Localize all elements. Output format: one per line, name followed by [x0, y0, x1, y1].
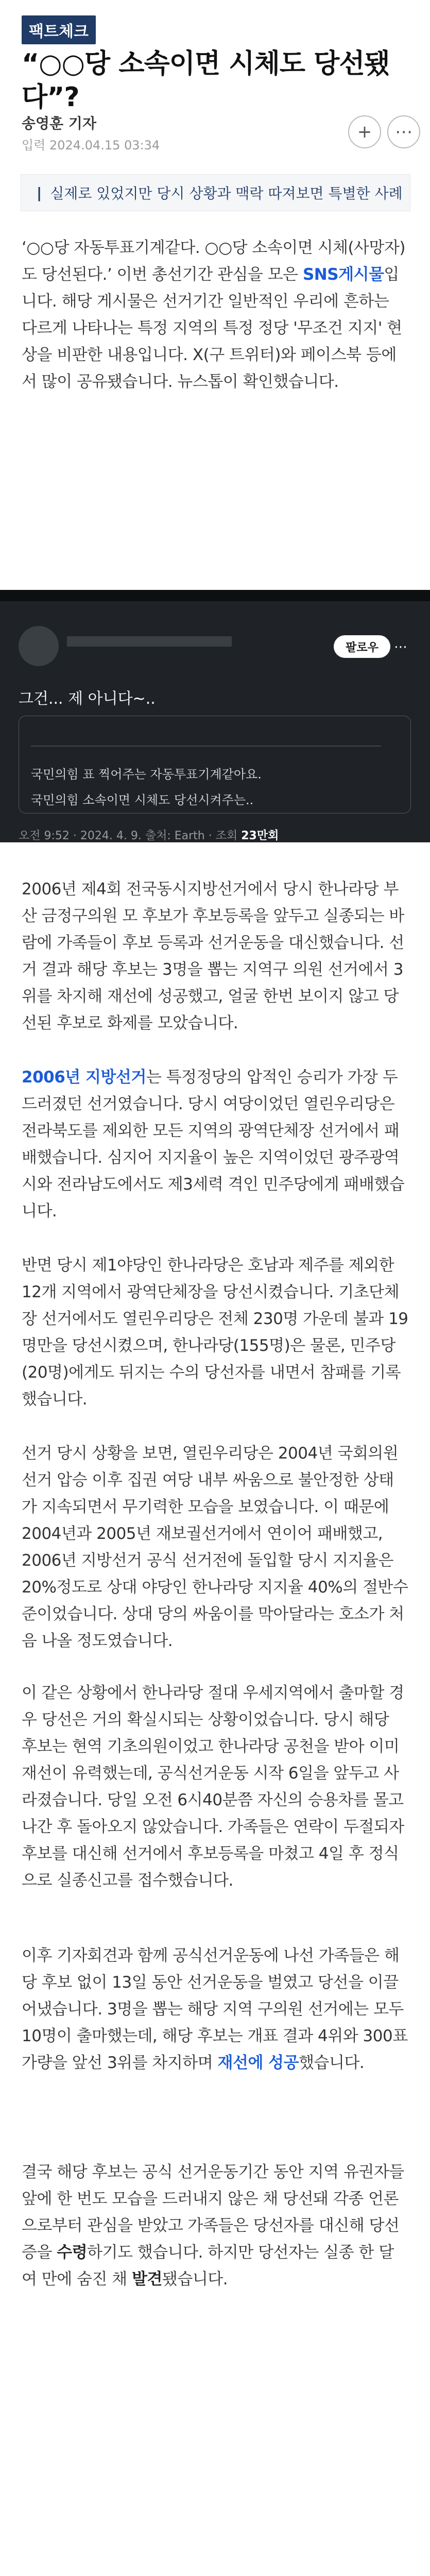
summary-text: 실제로 있었지만 당시 상황과 맥락 따져보면 특별한 사례 — [50, 185, 403, 202]
emphasis-text: 발견 — [132, 2270, 162, 2289]
plus-icon[interactable]: + — [348, 115, 381, 148]
emphasis-text[interactable]: SNS게시물 — [302, 265, 384, 284]
paragraph: 선거 당시 상황을 보면, 열린우리당은 2004년 국회의원 선거 압승 이후 집권 여당 내부 싸움으로 불안정한 상태가 지속되면서 무기력한 모습을 보였습니다. 이 때문에 2004년과 2005년 재보궐선거에서 연이어 패배했고, 2006년 지방선거 공식 선거전에 돌입할 당시 지지율은 20%정도로 상대 야당인 한나라당 지지율 40%의 절반수준이었습니다. 상대 당의 싸움이를 막아달라는 호소가 처음 나올 정도였습니다. — [22, 1444, 408, 1650]
quote-line: 국민의힘 표 찍어주는 자동투표기계같아요. — [31, 767, 262, 782]
article-title: “○○당 소속이면 시체도 당선됐다”? — [22, 48, 390, 113]
paragraph: 이후 기자회견과 함께 공식선거운동에 나선 가족들은 해당 후보 없이 13일 동안 선거운동을 벌였고 당선을 이끌어냈습니다. 3명을 뽑는 해당 지역 구의원 선거에는 모두 10명이 출마했는데, 해당 후보는 개표 결과 4위와 300표 가량을 앞선 3위를 차지하며 재선에 성공했습니다. — [22, 1946, 408, 2072]
paragraph: ‘○○당 자동투표기계같다. ○○당 소속이면 시체(사망자)도 당선된다.’ 이번 총선기간 관심을 모은 SNS게시물입니다. 해당 게시물은 선거기간 일반적인 우리에 흔하는 다르게 나타나는 특정 지역의 특정 정당 '무조건 지지' 현상을 비판한 내용입니다. X(구 트위터)와 페이스북 등에서 많이 공유됐습니다. 뉴스톱이 확인했습니다. — [22, 239, 405, 391]
paragraph: 2006년 지방선거는 특정정당의 압적인 승리가 가장 두드러졌던 선거였습니다. 당시 여당이었던 열린우리당은 전라북도를 제외한 모든 지역의 광역단체장 선거에서 패배했습니다. 심지어 지지율이 높은 지역이었던 광주광역시와 전라남도에서도 제3세력 격인 민주당에게 패배했습니다. — [22, 1068, 405, 1221]
summary-bullet-icon: | — [37, 184, 42, 201]
more-icon[interactable]: ⋯ — [387, 115, 420, 148]
avatar — [19, 626, 59, 666]
quote-line: 국민의힘 소속이면 시체도 당선시켜주는.. — [31, 793, 254, 807]
publish-date: 입력 2024.04.15 03:34 — [22, 138, 160, 152]
author-name[interactable]: 송영훈 기자 — [22, 115, 96, 132]
emphasis-text[interactable]: 2006년 지방선거 — [22, 1068, 146, 1087]
emphasis-text: 수령 — [57, 2243, 88, 2262]
follow-button[interactable]: 팔로우 — [334, 635, 390, 658]
emphasis-text[interactable]: 재선에 성공 — [217, 2054, 299, 2072]
post-meta: 오전 9:52 · 2024. 4. 9. 출처: Earth · 조회 23만회 — [19, 829, 279, 842]
paragraph: 반면 당시 제1야당인 한나라당은 호남과 제주를 제외한 12개 지역에서 광역단체장을 당선시켰습니다. 기초단체장 선거에서도 열린우리당은 전체 230명 가운데 불과 19명만을 당선시켰으며, 한나라당(155명)은 물론, 민주당(20명)에게도 뒤지는 수의 당선자를 내면서 참패를 기록했습니다. — [22, 1256, 408, 1409]
category-badge[interactable]: 팩트체크 — [22, 15, 96, 44]
embedded-social-post — [0, 590, 430, 842]
more-icon[interactable]: ⋯ — [394, 639, 407, 655]
summary-box — [21, 174, 410, 211]
paragraph: 2006년 제4회 전국동시지방선거에서 당시 한나라당 부산 금정구의원 모 후보가 후보등록을 앞두고 실종되는 바람에 가족들이 후보 등록과 선거운동을 대신했습니다. 선거 결과 해당 후보는 3명을 뽑는 지역구 의원 선거에서 3위를 차지해 재선에 성공했고, 얼굴 한번 보이지 않고 당선된 후보로 화제를 모았습니다. — [22, 880, 404, 1032]
blurred-username — [67, 636, 232, 647]
paragraph: 결국 해당 후보는 공식 선거운동기간 동안 지역 유권자들 앞에 한 번도 모습을 드러내지 않은 채 당선돼 각종 언론으로부터 관심을 받았고 가족들은 당선자를 대신해 당선증을 수령하기도 했습니다. 하지만 당선자는 실종 한 달여 만에 숨진 채 발견됐습니다. — [22, 2163, 404, 2289]
post-text: 그건... 제 아니다~.. — [19, 690, 156, 708]
paragraph: 이 같은 상황에서 한나라당 절대 우세지역에서 출마할 경우 당선은 거의 확실시되는 상황이었습니다. 당시 해당 후보는 현역 기초의원이었고 한나라당 공천을 받아 이미 재선이 유력했는데, 공식선거운동 시작 6일을 앞두고 사라졌습니다. 당일 오전 6시40분쯤 자신의 승용차를 몰고 나간 후 돌아오지 않았습니다. 가족들은 연락이 두절되자 후보를 대신해 선거에서 후보등록을 마쳤고 4일 후 정식으로 실종신고를 접수했습니다. — [22, 1684, 404, 1890]
